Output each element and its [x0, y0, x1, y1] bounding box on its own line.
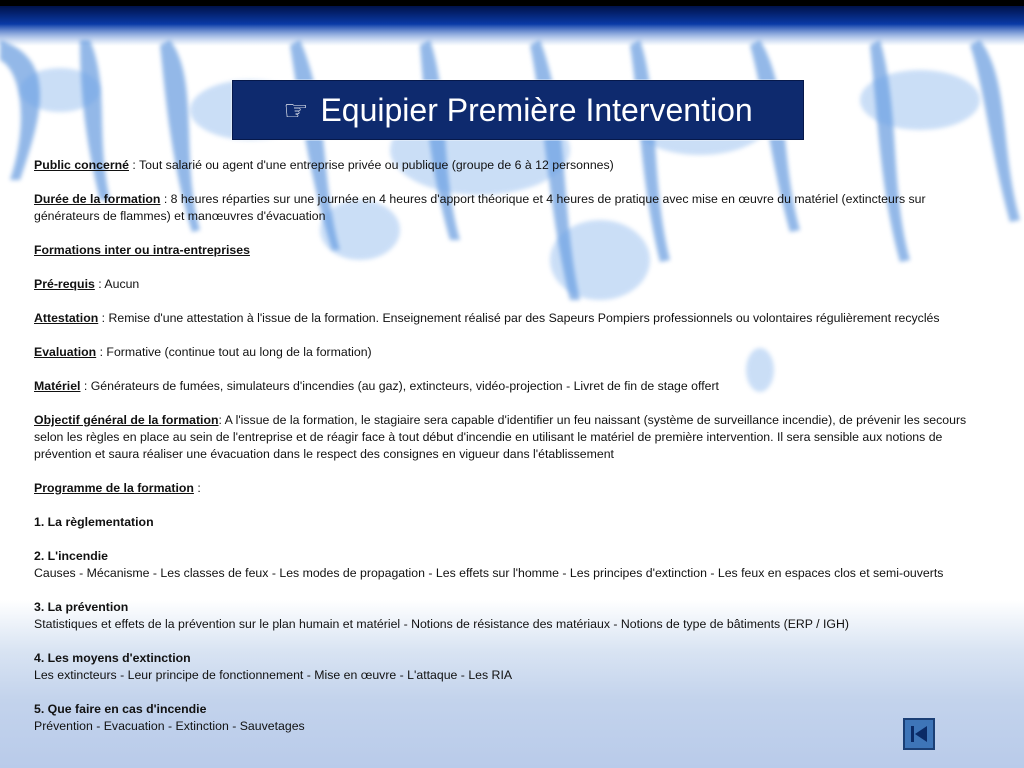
program-item-1 [34, 514, 994, 531]
duree-text: : 8 heures réparties sur une journée en 4 heures d'apport théorique et 4 heures de pratique avec mise en œuvre du matériel (extincteurs sur générateurs de flammes) et manœuvres d'évacuation [34, 192, 926, 223]
previous-slide-button[interactable] [903, 718, 935, 750]
attestation-text: : Remise d'une attestation à l'issue de la formation. Enseignement réalisé par des Sapeurs Pompiers professionnels ou volontaires régulièrement recyclés [98, 311, 940, 325]
evaluation-paragraph [34, 344, 994, 361]
duree-label: Durée de la formation [34, 192, 161, 206]
public-paragraph [34, 157, 994, 174]
programme-paragraph [34, 480, 994, 497]
objectif-text: : A l'issue de la formation, le stagiaire sera capable d'identifier un feu naissant (système de surveillance incendie), de prévenir les secours selon les règles en place au sein de l'entreprise et de réagir face à tout début d'incendie en utilisant le matériel de première intervention. Il sera sensible aux notions de prévention et saura réaliser une évacuation dans le respect des consignes en vigueur dans l'établissement [34, 413, 967, 461]
program-item-heading: 2. L'incendie [34, 549, 108, 563]
formations-label: Formations inter ou intra-entreprises [34, 243, 250, 257]
prerequis-paragraph [34, 276, 994, 293]
evaluation-text: : Formative (continue tout au long de la formation) [96, 345, 372, 359]
materiel-paragraph [34, 378, 994, 395]
slide-title [232, 80, 804, 140]
program-item-detail: Causes - Mécanisme - Les classes de feux - Les modes de propagation - Les effets sur l'homme - Les principes d'extinction - Les feux en espaces clos et semi-ouverts [34, 566, 944, 580]
formations-paragraph [34, 242, 994, 259]
prerequis-text: : Aucun [94, 277, 140, 291]
materiel-text: : Générateurs de fumées, simulateurs d'incendies (au gaz), extincteurs, vidéo-projection - Livret de fin de stage offert [80, 379, 719, 393]
attestation-paragraph [34, 310, 994, 327]
program-item-2 [34, 548, 994, 582]
materiel-label: Matériel [34, 379, 81, 393]
program-item-detail: Prévention - Evacuation - Extinction - Sauvetages [34, 719, 305, 733]
programme-label: Programme de la formation [34, 481, 194, 495]
program-item-heading: 5. Que faire en cas d'incendie [34, 702, 207, 716]
public-text: : Tout salarié ou agent d'une entreprise privée ou publique (groupe de 6 à 12 personnes) [129, 158, 614, 172]
objectif-paragraph [34, 412, 994, 463]
program-item-5 [34, 701, 994, 735]
pointing-hand-icon: ☞ [283, 93, 309, 127]
evaluation-label: Evaluation [34, 345, 97, 359]
program-item-heading: 4. Les moyens d'extinction [34, 651, 191, 665]
previous-slide-icon [908, 723, 930, 745]
duree-paragraph [34, 191, 994, 225]
prerequis-label: Pré-requis [34, 277, 95, 291]
program-item-3 [34, 599, 994, 633]
programme-text: : [193, 481, 201, 495]
program-item-detail: Statistiques et effets de la prévention sur le plan humain et matériel - Notions de résistance des matériaux - Notions de type de bâtiments (ERP / IGH) [34, 617, 849, 631]
program-item-4 [34, 650, 994, 684]
slide-body [34, 157, 994, 735]
attestation-label: Attestation [34, 311, 99, 325]
public-label: Public concerné [34, 158, 129, 172]
objectif-label: Objectif général de la formation [34, 413, 219, 427]
program-item-detail: Les extincteurs - Leur principe de fonctionnement - Mise en œuvre - L'attaque - Les RIA [34, 668, 513, 682]
program-item-heading: 3. La prévention [34, 600, 129, 614]
program-item-heading: 1. La règlementation [34, 515, 154, 529]
slide-title-text: Equipier Première Intervention [320, 91, 753, 128]
